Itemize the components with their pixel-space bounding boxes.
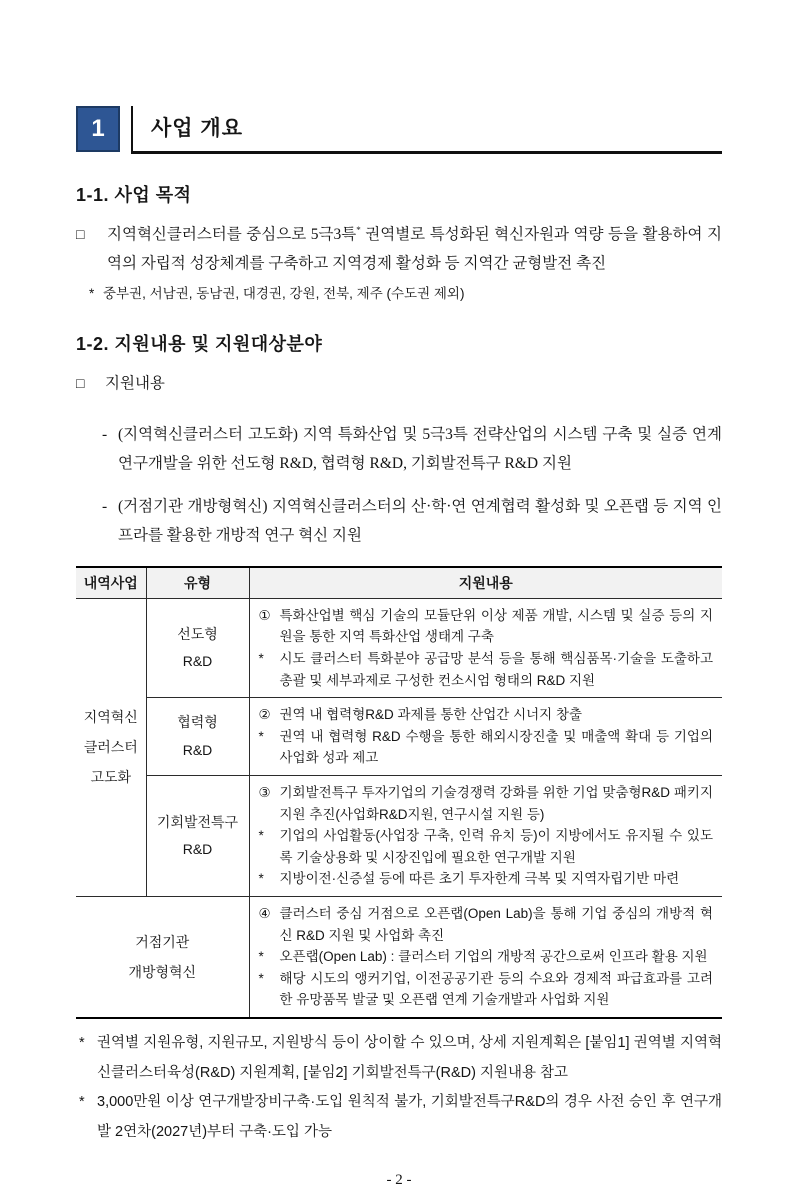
content-text: 기업의 사업활동(사업장 구축, 인력 유치 등)이 지방에서도 유지될 수 있도록 기술상용화 및 시장진입에 필요한 연구개발 지원 <box>279 828 713 865</box>
type-line: R&D <box>182 653 213 670</box>
content-text: 클러스터 중심 거점으로 오픈랩(Open Lab)을 통해 기업 중심의 개방적 혁신 R&D 지원 및 사업화 촉진 <box>279 905 713 943</box>
content-item <box>259 903 714 946</box>
content-text: 오픈랩(Open Lab) : 클러스터 기업의 개방적 공간으로써 인프라 활용 지원 <box>279 949 708 965</box>
content-item <box>259 726 714 769</box>
asterisk-marker: * <box>258 651 264 667</box>
content-text: 특화산업별 핵심 기술의 모듈단위 이상 제품 개발, 시스템 및 실증 등의 지원을 통한 지역 특화산업 생태계 구축 <box>279 607 713 645</box>
group-cell-cluster <box>76 598 146 896</box>
type-line: 협력형 <box>177 714 218 731</box>
circled-number-icon: ② <box>258 707 271 723</box>
content-text: 권역 내 협력형 R&D 수행을 통한 해외시장진출 및 매출액 확대 등 기업의 사업화 성과 제고 <box>279 728 713 766</box>
type-cell-cooperative-rnd <box>146 698 249 776</box>
heading-purpose: 1-1. 사업 목적 <box>76 185 192 205</box>
content-text: 시도 클러스터 특화분야 공급망 분석 등을 통해 핵심품목·기술을 도출하고 총괄 및 세부과제로 구성한 컨소시엄 형태의 R&D 지원 <box>279 651 713 688</box>
heading-support: 1-2. 지원내용 및 지원대상분야 <box>76 334 323 355</box>
square-bullet-icon: □ <box>76 228 85 243</box>
purpose-text-part1: 지역혁신클러스터를 중심으로 5극3특 <box>107 226 357 243</box>
content-text: 지방이전·신증설 등에 따른 초기 투자한계 극복 및 지역자립기반 마련 <box>279 871 680 887</box>
content-cell-open-innovation <box>249 896 722 1017</box>
purpose-footnote <box>89 283 722 305</box>
type-cell-leading-rnd <box>146 598 249 697</box>
purpose-text-part2: 권역별로 특성화된 혁신자원과 역량 등을 활용하여 지역의 자립적 성장체계를 구축하고 지역경제 활성화 등 지역간 균형발전 촉진 <box>107 226 722 272</box>
dash-marker: - <box>102 498 108 516</box>
footnote-1-text: 권역별 지원유형, 지원규모, 지원방식 등이 상이할 수 있으며, 상세 지원계획은 [붙임1] 권역별 지역혁신클러스터육성(R&D) 지원계획, [붙임2] 기회발전특구(R&D) 지원내용 참고 <box>97 1034 722 1081</box>
group-name-line: 지역혁신 <box>83 709 138 726</box>
page-number: - 2 - <box>386 1171 412 1188</box>
content-cell-leading-rnd <box>249 598 722 697</box>
content-item <box>259 605 714 648</box>
circled-number-icon: ④ <box>258 905 271 921</box>
asterisk-marker: * <box>79 1034 85 1051</box>
support-item-2 <box>102 493 722 550</box>
support-subheading-text: 지원내용 <box>105 375 165 393</box>
table-header-row <box>76 567 722 599</box>
support-table <box>76 566 722 1019</box>
col-header-type: 유형 <box>146 567 249 599</box>
section-banner-title: 사업 개요 <box>131 106 722 154</box>
table-row <box>76 698 722 776</box>
asterisk-marker: * <box>258 828 264 844</box>
footnote-2-text: 3,000만원 이상 연구개발장비구축·도입 원칙적 불가, 기회발전특구R&D의 경우 사전 승인 후 연구개발 2연차(2027년)부터 구축·도입 가능 <box>97 1094 722 1141</box>
type-cell-opportunity-zone-rnd <box>146 775 249 896</box>
col-header-subproject: 내역사업 <box>76 567 146 599</box>
content-item <box>259 825 714 868</box>
type-line: R&D <box>182 840 213 857</box>
content-item <box>259 946 714 968</box>
asterisk-marker: * <box>258 728 264 744</box>
content-item <box>259 782 714 825</box>
type-line: 기회발전특구 <box>156 813 239 830</box>
footnote-2 <box>76 1088 722 1147</box>
purpose-footnote-text: 중부권, 서남권, 동남권, 대경권, 강원, 전북, 제주 (수도권 제외) <box>103 285 465 301</box>
content-cell-cooperative-rnd <box>249 698 722 776</box>
footnotes-block <box>76 1029 722 1148</box>
asterisk-marker: * <box>89 285 95 301</box>
footnote-1 <box>76 1029 722 1088</box>
support-item-2-text: (거점기관 개방형혁신) 지역혁신클러스터의 산·학·연 연계협력 활성화 및 오픈랩 등 지역 인프라를 활용한 개방적 연구 혁신 지원 <box>118 498 722 545</box>
support-item-1 <box>102 421 722 478</box>
content-item <box>259 648 714 691</box>
dash-marker: - <box>102 426 108 444</box>
asterisk-marker: * <box>258 970 264 986</box>
group-name-line: 거점기관 <box>135 933 190 950</box>
circled-number-icon: ① <box>258 607 271 623</box>
asterisk-marker: * <box>258 949 264 965</box>
support-subheading <box>76 370 722 398</box>
table-row <box>76 775 722 896</box>
group-name-line: 개방형혁신 <box>128 963 197 980</box>
asterisk-marker: * <box>258 871 264 887</box>
purpose-paragraph <box>76 221 722 279</box>
group-name-line: 고도화 <box>90 769 132 786</box>
col-header-content: 지원내용 <box>249 567 722 599</box>
group-cell-open-innovation <box>76 896 249 1017</box>
table-row <box>76 896 722 1017</box>
section-number-badge: 1 <box>76 106 120 152</box>
support-item-1-text: (지역혁신클러스터 고도화) 지역 특화산업 및 5극3특 전략산업의 시스템 구축 및 실증 연계 연구개발을 위한 선도형 R&D, 협력형 R&D, 기회발전특구 R&D 지원 <box>118 426 722 472</box>
section-banner <box>76 106 722 154</box>
content-cell-opportunity-zone-rnd <box>249 775 722 896</box>
content-text: 기회발전특구 투자기업의 기술경쟁력 강화를 위한 기업 맞춤형R&D 패키지 지원 추진(사업화R&D지원, 연구시설 지원 등) <box>279 784 713 822</box>
content-item <box>259 968 714 1011</box>
type-line: R&D <box>182 741 213 758</box>
footnote-asterisk: * <box>356 224 361 235</box>
content-item <box>259 704 714 726</box>
type-line: 선도형 <box>177 625 218 642</box>
content-item <box>259 868 714 890</box>
table-row <box>76 598 722 697</box>
group-name-line: 클러스터 <box>83 739 138 756</box>
asterisk-marker: * <box>79 1094 85 1111</box>
circled-number-icon: ③ <box>258 784 271 800</box>
content-text: 해당 시도의 앵커기업, 이전공공기관 등의 수요와 경제적 파급효과를 고려한 유망품목 발굴 및 오픈랩 연계 기술개발과 사업화 지원 <box>279 970 713 1008</box>
purpose-text <box>107 221 722 279</box>
square-bullet-icon: □ <box>76 377 85 393</box>
content-text: 권역 내 협력형R&D 과제를 통한 산업간 시너지 창출 <box>279 707 583 723</box>
